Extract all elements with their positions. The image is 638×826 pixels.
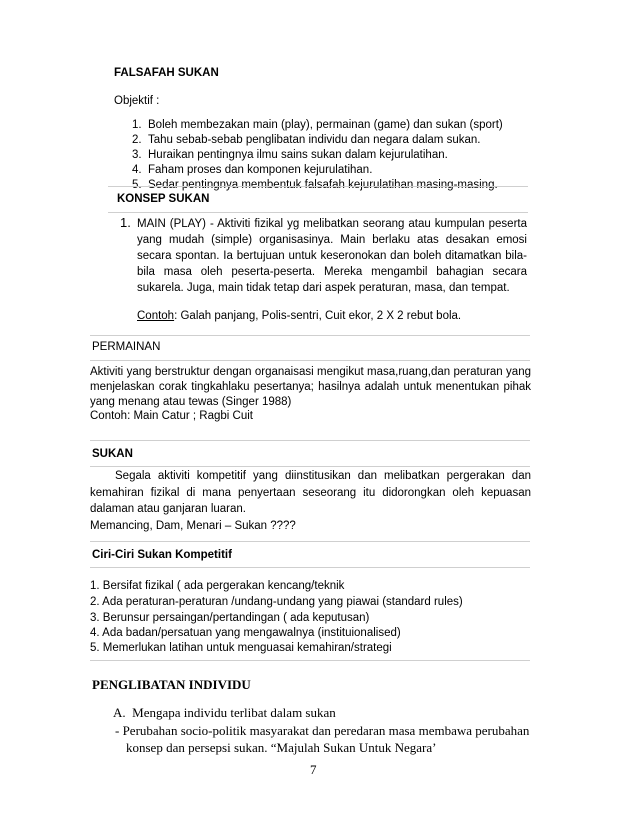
- contoh-label: Contoh: [137, 310, 175, 322]
- divider: [90, 440, 530, 441]
- section-heading-ciri: Ciri-Ciri Sukan Kompetitif: [92, 549, 232, 561]
- divider: [90, 541, 530, 542]
- section-heading-falsafah: FALSAFAH SUKAN: [114, 67, 219, 79]
- sukan-extra: Memancing, Dam, Menari – Sukan ????: [90, 520, 296, 532]
- penglibatan-item-a: [113, 705, 336, 721]
- list-item: 3. Berunsur persaingan/pertandingan ( ada keputusan): [90, 612, 370, 624]
- contoh-text: : Galah panjang, Polis-sentri, Cuit ekor, 2 X 2 rebut bola.: [174, 310, 462, 322]
- list-item: 1. Boleh membezakan main (play), permainan (game) dan sukan (sport): [132, 119, 503, 131]
- konsep-item-text: MAIN (PLAY) - Aktiviti fizikal yg melibatkan seorang atau kumpulan peserta yang mudah (simple) organisasinya. Main berlaku atas desakan emosi secara spontan. Ia bertujuan untuk keseronokan dan boleh ditamatkan bila-bila masa oleh peserta-peserta. Mereka mengambil bahagian secara sukarela. Juga, main tidak tetap dari aspek peraturan, masa, dan tempat.: [137, 218, 527, 294]
- penglibatan-line-2: konsep dan persepsi sukan. “Majulah Sukan Untuk Negara’: [126, 740, 437, 755]
- sukan-text: Segala aktiviti kompetitif yang diinstitusikan dan melibatkan pergerakan dan kemahiran fizikal di mana penyertaan seseorang itu didorongkan oleh kepuasan dalaman atau ganjaran luaran.: [90, 470, 531, 515]
- list-item: 5. Sedar pentingnya membentuk falsafah kejurulatihan masing-masing.: [132, 179, 498, 191]
- divider: [90, 466, 530, 467]
- list-item: 1. Bersifat fizikal ( ada pergerakan kencang/teknik: [90, 580, 345, 592]
- permainan-contoh: Contoh: Main Catur ; Ragbi Cuit: [90, 410, 253, 422]
- permainan-text: Aktiviti yang berstruktur dengan organaisasi mengikut masa,ruang,dan peraturan yang menjelaskan corak tingkahlaku pesertanya; hasilnya adalah untuk menentukan pihak yang menang atau tewas (Singer 1988): [90, 366, 531, 408]
- divider: [90, 660, 530, 661]
- divider: [90, 567, 530, 568]
- konsep-contoh: [137, 310, 461, 322]
- list-item: 2. Tahu sebab-sebab penglibatan individu dan negara dalam sukan.: [132, 134, 481, 146]
- item-a-label: A.: [113, 705, 126, 720]
- section-heading-konsep: KONSEP SUKAN: [117, 193, 210, 205]
- list-item: 4. Ada badan/persatuan yang mengawalnya (instituionalised): [90, 627, 401, 639]
- section-heading-penglibatan: PENGLIBATAN INDIVIDU: [92, 677, 251, 692]
- section-heading-permainan: PERMAINAN: [92, 341, 161, 353]
- list-item: 5. Memerlukan latihan untuk menguasai kemahiran/strategi: [90, 642, 392, 654]
- divider: [108, 186, 528, 187]
- divider: [90, 335, 530, 336]
- konsep-item-number: 1.: [120, 215, 131, 230]
- section-heading-sukan: SUKAN: [92, 448, 133, 460]
- list-item: 2. Ada peraturan-peraturan /undang-undang yang piawai (standard rules): [90, 596, 463, 608]
- divider: [108, 212, 528, 213]
- list-item: 3. Huraikan pentingnya ilmu sains sukan dalam kejurulatihan.: [132, 149, 448, 161]
- divider: [90, 360, 530, 361]
- item-a-text: Mengapa individu terlibat dalam sukan: [132, 705, 336, 720]
- page-number: 7: [310, 762, 317, 777]
- penglibatan-line-1: - Perubahan socio-politik masyarakat dan peredaran masa membawa perubahan: [115, 723, 530, 738]
- list-item: 4. Faham proses dan komponen kejurulatihan.: [132, 164, 373, 176]
- objektif-label: Objektif :: [114, 95, 160, 107]
